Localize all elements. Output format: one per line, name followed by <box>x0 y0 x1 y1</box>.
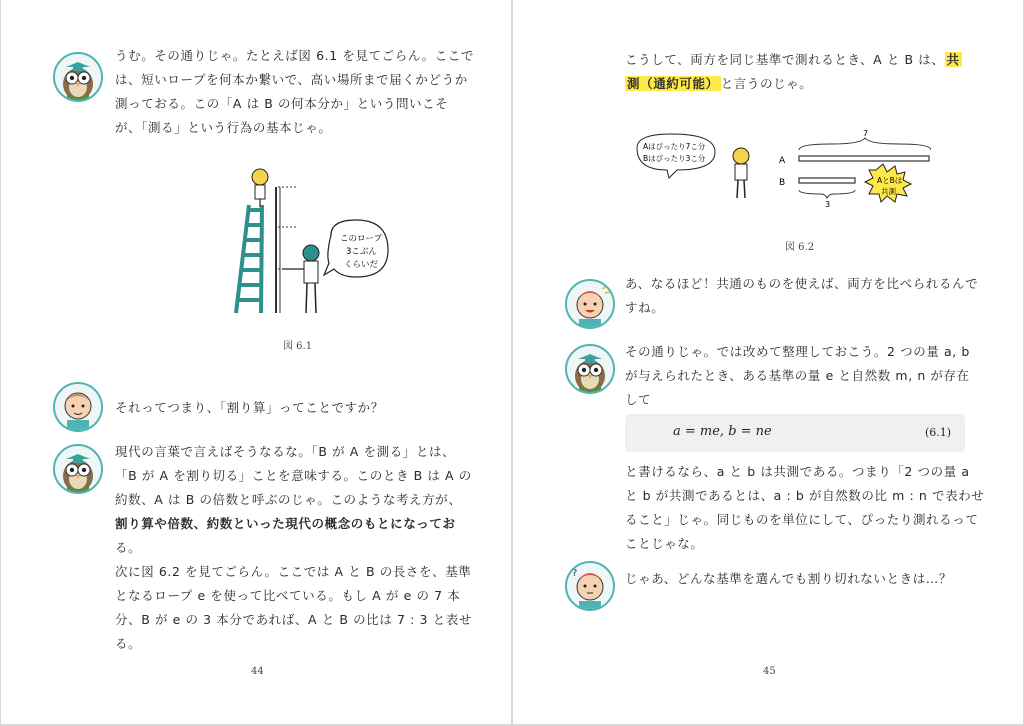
label-a: A <box>779 156 786 166</box>
count-bottom: 3 <box>825 200 831 209</box>
ladder-icon <box>236 205 262 313</box>
text-line: 測っておる。この「A は B の何本分か」という問いこそ <box>115 96 449 111</box>
equation-box <box>625 414 965 452</box>
owl-dialogue-2 <box>115 440 472 656</box>
figure-6-2-illustration <box>631 128 931 218</box>
burst-text-line: 共測 <box>881 187 896 196</box>
page-number: 44 <box>251 666 264 677</box>
equation-number: (6.1) <box>925 426 952 439</box>
owl-avatar <box>565 344 615 394</box>
highlight-text: 測（通約可能） <box>627 76 719 91</box>
text-line: と b が共測であるとは、a : b が自然数の比 m : n で表わせ <box>625 488 985 503</box>
text-line: すね。 <box>625 300 665 315</box>
text-line: と書けるなら、a と b は共測である。つまり「2 つの量 a <box>625 464 970 479</box>
text-line: と言うのじゃ。 <box>720 76 813 91</box>
owl-avatar <box>53 52 103 102</box>
owl-avatar <box>53 444 103 494</box>
page-number: 45 <box>763 666 776 677</box>
text-line: うむ。その通りじゃ。たとえば図 6.1 を見てごらん。ここで <box>115 48 475 63</box>
text-line: 分、B が e の 3 本分であれば、A と B の比は 7 : 3 と表せ <box>115 612 472 627</box>
text-line: る。 <box>115 540 142 555</box>
equation: a = me, b = ne <box>673 424 772 439</box>
bubble-text-line: 3こぶん <box>346 247 377 257</box>
text-line: る。 <box>115 636 142 651</box>
text-line: じゃあ、どんな基準を選んでも割り切れないときは…？ <box>625 571 953 586</box>
boy-dialogue-2 <box>625 272 978 320</box>
text-line: ことじゃな。 <box>625 536 704 551</box>
boy-avatar <box>53 382 103 432</box>
count-top: 7 <box>863 129 869 138</box>
owl-icon <box>55 54 101 100</box>
text-line: が与えられたとき、ある基準の量 e と自然数 m, n が存在 <box>625 368 970 383</box>
text-line: 現代の言葉で言えばそうなるな。「B が A を測る」とは、 <box>115 444 456 459</box>
text-line: となるロープ e を使って比べている。もし A が e の 7 本 <box>115 588 461 603</box>
text-line: して <box>625 392 652 407</box>
label-b: B <box>779 178 786 188</box>
boy-avatar <box>565 279 615 329</box>
text-line: は、短いロープを何本か繋いで、高い場所まで届くかどうか <box>115 72 468 87</box>
boy-dialogue-1 <box>115 396 384 420</box>
text-line: こうして、両方を同じ基準で測れるとき、A と B は、 <box>625 52 945 67</box>
boy-question-icon <box>567 563 613 609</box>
text-line: それってつまり、「割り算」ってことですか？ <box>115 400 384 415</box>
rope-a <box>799 156 929 161</box>
bubble-text-line: Aはぴったり7こ分 <box>643 142 706 151</box>
owl-icon <box>567 346 613 392</box>
boy-dialogue-3 <box>625 567 952 591</box>
bubble-text-line: このロープ <box>340 234 383 244</box>
text-line: が、「測る」という行為の基本じゃ。 <box>115 120 332 135</box>
right-page <box>513 0 1023 724</box>
figure-caption: 図 6.2 <box>785 242 815 253</box>
text-line: 次に図 6.2 を見てごらん。ここでは A と B の長さを、基準 <box>115 564 472 579</box>
figure-caption: 図 6.1 <box>283 341 313 352</box>
text-line: 「B が A を割り切る」ことを意味する。このとき B は A の <box>115 468 472 483</box>
text-line: 割り算や倍数、約数といった現代の概念のもとになってお <box>115 516 456 531</box>
text-line: あ、なるほど！共通のものを使えば、両方を比べられるんで <box>625 276 979 291</box>
text-line: その通りじゃ。では改めて整理しておこう。2 つの量 a, b <box>625 344 970 359</box>
owl-dialogue-4 <box>625 340 970 412</box>
owl-dialogue-5 <box>625 460 984 556</box>
bubble-text-line: Bはぴったり3こ分 <box>643 154 706 163</box>
text-line: ること」じゃ。同じものを単位にして、ぴったり測れるって <box>625 512 979 527</box>
figure-6-1-illustration <box>216 165 396 320</box>
svg-text:?: ? <box>572 568 578 579</box>
boy-excited-icon <box>567 281 613 327</box>
burst-text-line: AとBは <box>877 176 903 185</box>
owl-icon <box>55 446 101 492</box>
owl-dialogue-1 <box>115 44 474 140</box>
left-page <box>1 0 511 724</box>
boy-avatar <box>565 561 615 611</box>
owl-dialogue-3 <box>625 48 962 96</box>
highlight-text: 共 <box>946 52 960 67</box>
bubble-text-line: くらいだ <box>344 260 379 270</box>
boy-icon <box>55 384 101 430</box>
rope-b <box>799 178 855 183</box>
text-line: 約数、A は B の倍数と呼ぶのじゃ。このような考え方が、 <box>115 492 462 507</box>
